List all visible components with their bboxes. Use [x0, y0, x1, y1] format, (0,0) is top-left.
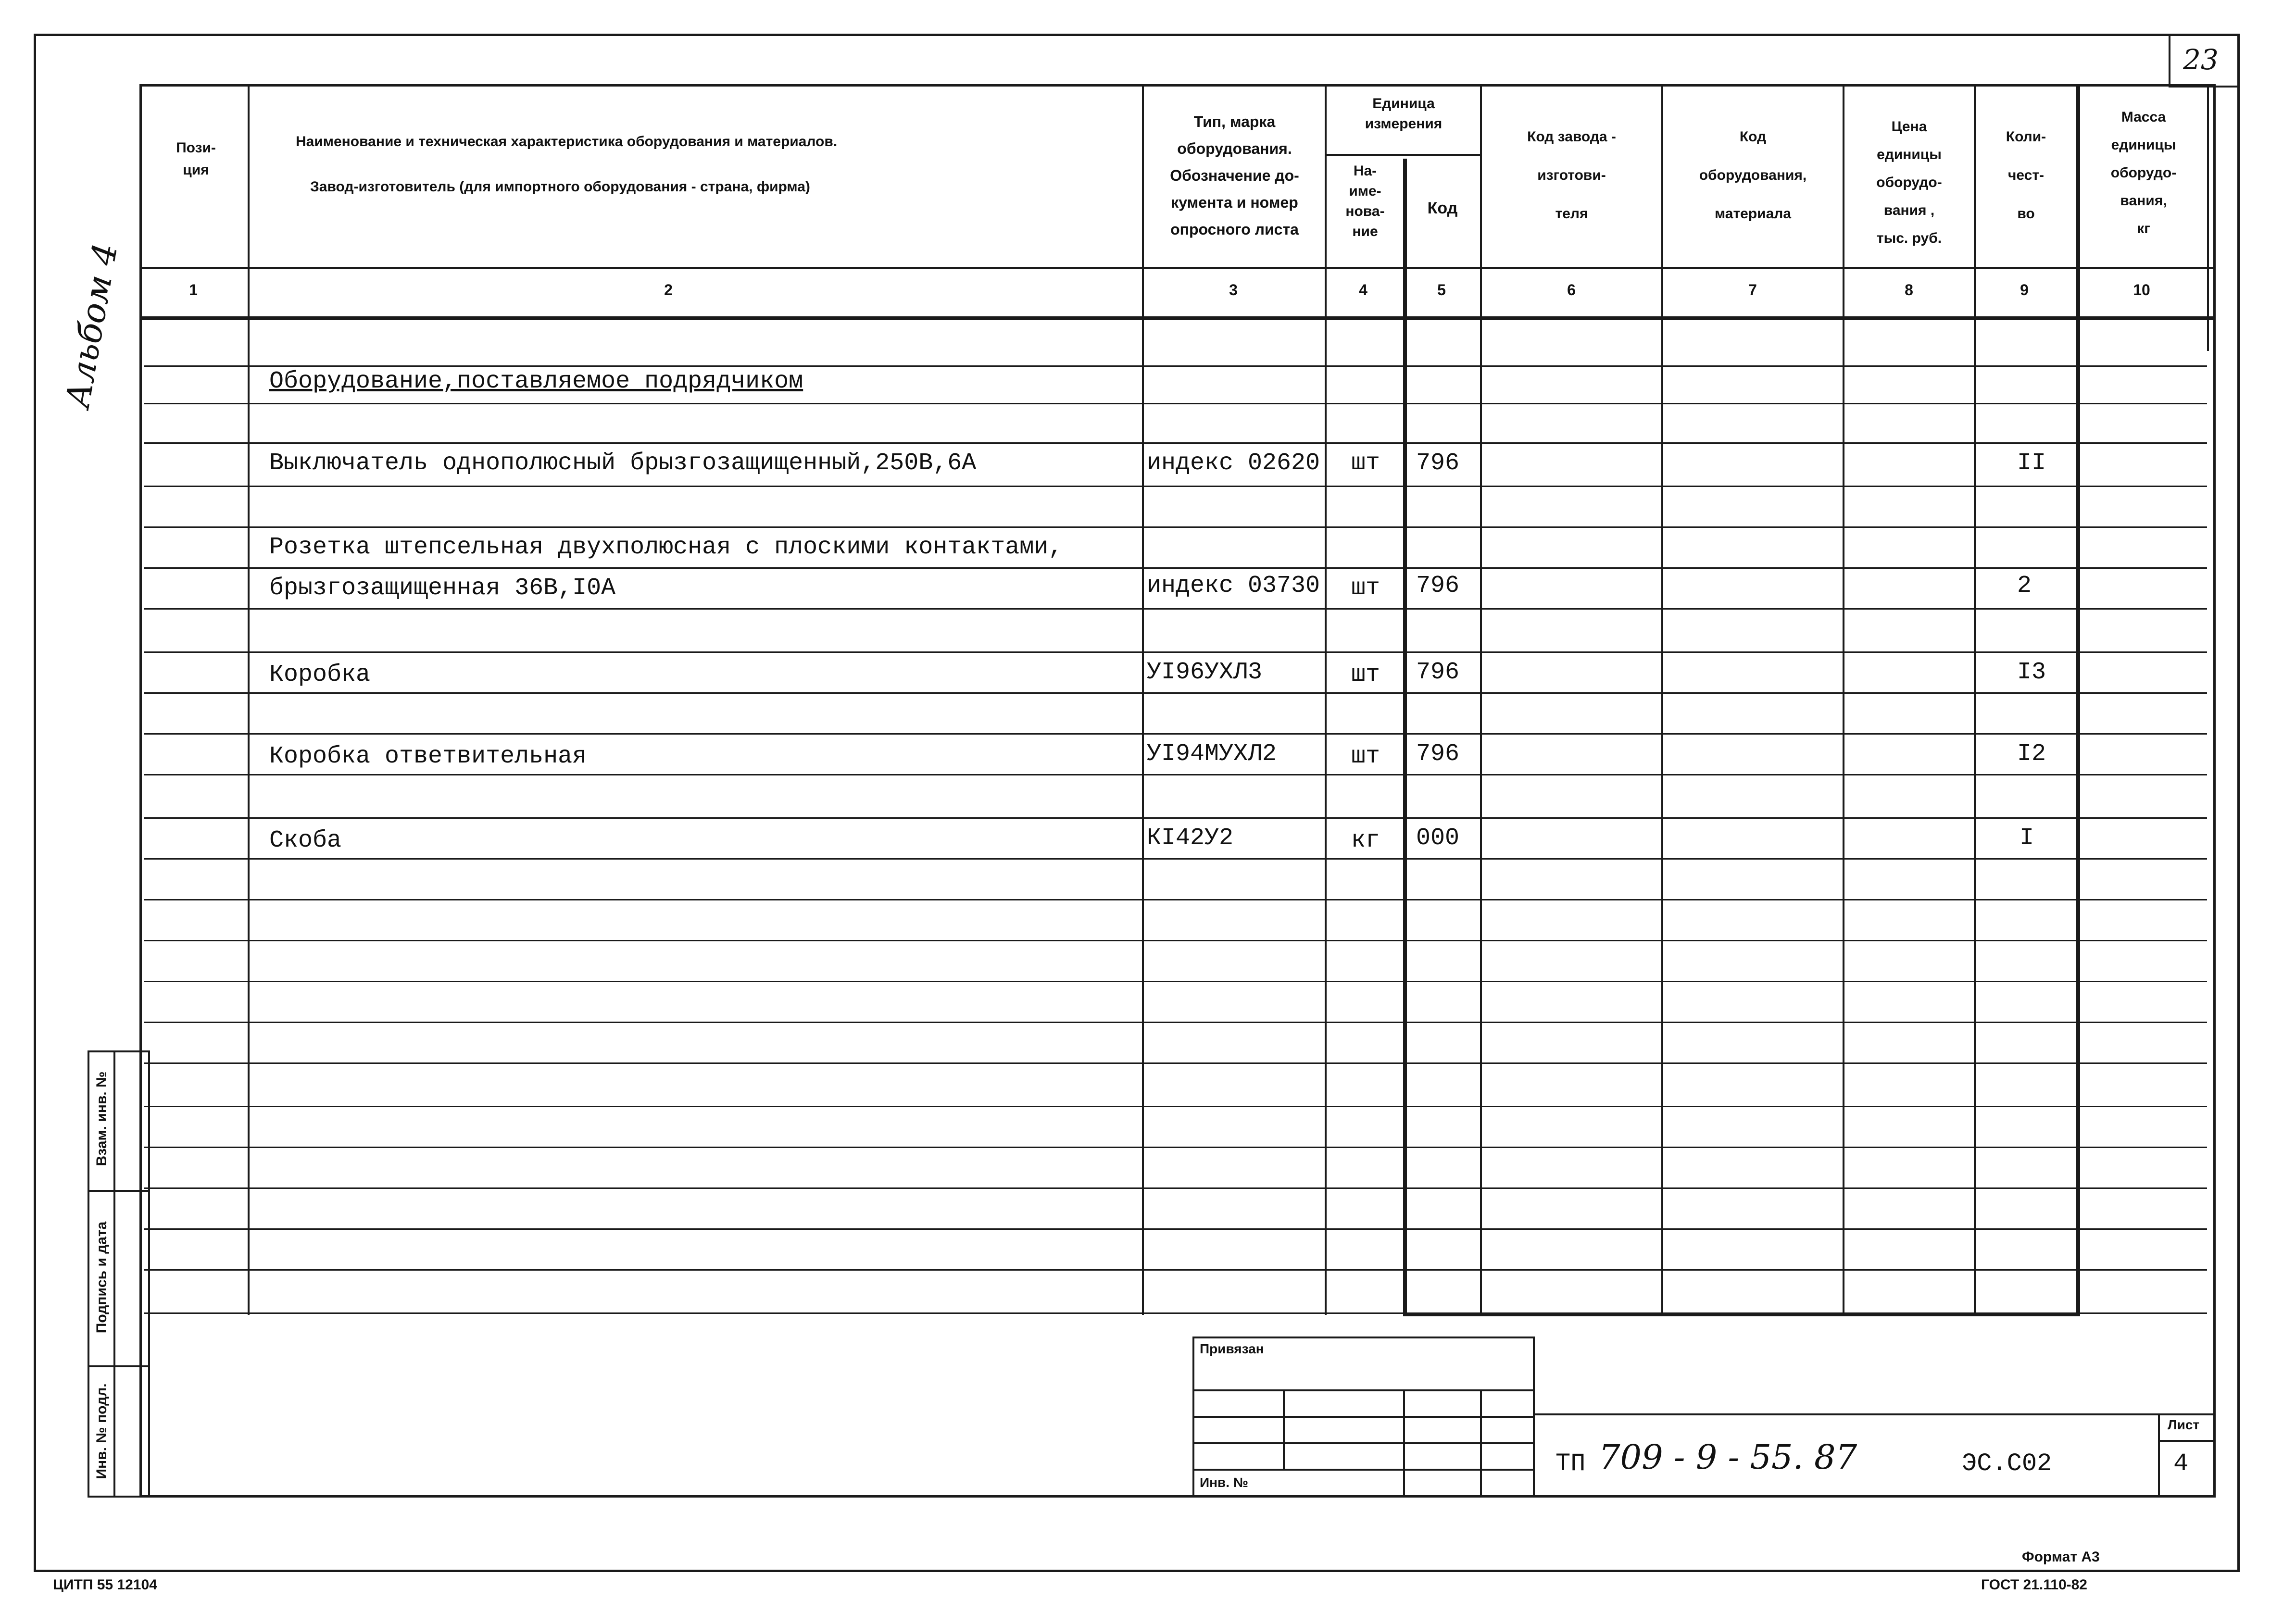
colnum-8: 8 — [1905, 281, 1913, 299]
row-line — [144, 817, 2207, 819]
row-line — [144, 940, 2207, 941]
row-line — [144, 403, 2207, 404]
row2-name: Розетка штепсельная двухполюсная с плоскими контактами, — [269, 534, 1063, 561]
inv-label: Инв. № — [1200, 1475, 1249, 1490]
colnum-6: 6 — [1567, 281, 1576, 299]
row1-unit: шт — [1351, 450, 1380, 477]
row-line — [144, 774, 2207, 775]
header-bottom-line — [139, 267, 2216, 269]
row-line — [144, 365, 2207, 367]
stamp-col-a — [1283, 1389, 1285, 1469]
row5-code: 796 — [1416, 740, 1460, 768]
sheet-box-divider — [2158, 1440, 2216, 1442]
colnum-4: 4 — [1359, 281, 1367, 299]
row3-unit: шт — [1351, 575, 1380, 602]
header-col2-line2: Завод-изготовитель (для импортного оборудования - страна, фирма) — [310, 179, 810, 195]
footer-left: ЦИТП 55 12104 — [53, 1577, 157, 1593]
header-col3: Тип, марка оборудования. Обозначение до- кумента и номер опросного листа — [1170, 113, 1299, 238]
sheet-number: 4 — [2173, 1449, 2189, 1478]
col-line-10 — [2207, 84, 2209, 351]
colnum-bottom-line — [139, 316, 2216, 320]
row6-code: 000 — [1416, 824, 1460, 852]
row-line — [144, 858, 2207, 860]
col-line-4 — [1403, 159, 1407, 1315]
col-line-9 — [2076, 84, 2080, 1315]
header-col8: Цена единицы оборудо- вания , тыс. руб. — [1876, 119, 1942, 246]
header-col45: Единица измерения — [1365, 96, 1443, 132]
row-line — [144, 1312, 2207, 1314]
row-line — [144, 1269, 2207, 1271]
bound-label: Привязан — [1200, 1341, 1264, 1356]
colnum-9: 9 — [2020, 281, 2029, 299]
header-col7: Код оборудования, материала — [1699, 129, 1807, 222]
row-line — [144, 526, 2207, 528]
row-line — [144, 651, 2207, 653]
row-line — [144, 442, 2207, 444]
colnum-3: 3 — [1229, 281, 1238, 299]
corner-page-number: 23 — [2183, 43, 2219, 76]
header-col9: Коли- чест- во — [2006, 129, 2046, 222]
col-line-3 — [1325, 84, 1327, 1315]
row3-code: 796 — [1416, 572, 1460, 600]
album-note: Альбом 4 — [58, 240, 125, 411]
side-fields-divider — [113, 1050, 115, 1498]
colnum-1: 1 — [189, 281, 198, 299]
header-col5: Код — [1427, 199, 1458, 217]
row1-type: индекс 02620 — [1147, 450, 1320, 477]
header-col4: На- име- нова- ние — [1345, 163, 1385, 239]
row3-qty: 2 — [2017, 572, 2032, 600]
row4-type: УI96УХЛ3 — [1147, 659, 1263, 686]
colnum-10: 10 — [2133, 281, 2150, 299]
row1-qty: II — [2017, 450, 2046, 477]
footer-format: Формат А3 — [2022, 1549, 2100, 1565]
colnum-5: 5 — [1437, 281, 1446, 299]
row-line — [144, 1187, 2207, 1189]
sheet-label: Лист — [2168, 1417, 2200, 1432]
col-line-8 — [1974, 84, 1976, 1315]
col-line-7 — [1843, 84, 1844, 1315]
col-line-6 — [1661, 84, 1663, 1315]
row1-code: 796 — [1416, 450, 1460, 477]
row6-unit: кг — [1351, 827, 1380, 854]
header-col10: Масса единицы оборудо- вания, кг — [2110, 109, 2177, 237]
row1-name: Выключатель однополюсный брызгозащищенный,250В,6А — [269, 450, 977, 477]
row4-name: Коробка — [269, 661, 371, 688]
header-col2-line1: Наименование и техническая характеристика оборудования и материалов. — [296, 134, 838, 150]
row3-type: индекс 03730 — [1147, 572, 1320, 600]
row4-qty: I3 — [2017, 659, 2046, 686]
col-line-1 — [248, 84, 250, 1315]
row-line — [144, 733, 2207, 735]
row-line — [144, 1228, 2207, 1230]
row-line — [144, 1106, 2207, 1107]
stamp-line-d — [1192, 1469, 1535, 1471]
row-line — [144, 899, 2207, 900]
col-line-5 — [1480, 84, 1482, 1315]
stamp-col-b — [1403, 1389, 1405, 1498]
doc-number: 709 - 9 - 55. 87 — [1599, 1437, 1857, 1477]
row-line — [144, 486, 2207, 487]
side-field-inv-original: Инв. № подл. — [94, 1383, 110, 1479]
row4-code: 796 — [1416, 659, 1460, 686]
row-line — [144, 567, 2207, 569]
side-field-signature-date: Подпись и дата — [94, 1221, 110, 1334]
colnum-2: 2 — [664, 281, 673, 299]
doc-stamp-top — [1535, 1413, 2216, 1415]
stamp-col-c — [1480, 1389, 1482, 1498]
unit-split-line — [1325, 154, 1480, 156]
row-line — [144, 1147, 2207, 1148]
row-line — [144, 692, 2207, 694]
row6-type: КI42У2 — [1147, 824, 1234, 852]
side-field-replace-inv: Взам. инв. № — [94, 1071, 110, 1166]
row4-unit: шт — [1351, 661, 1380, 688]
header-col6: Код завода - изготови- теля — [1527, 129, 1616, 222]
row3-name: брызгозащищенная 36В,I0А — [269, 575, 616, 602]
row-section-title: Оборудование,поставляемое подрядчиком — [269, 368, 803, 395]
doc-prefix: ТП — [1555, 1449, 1586, 1478]
row-line — [144, 1022, 2207, 1023]
stamp-line-a — [1192, 1389, 1535, 1391]
row-line — [144, 1062, 2207, 1064]
header-col1: Пози- ция — [176, 140, 216, 178]
col-line-2 — [1142, 84, 1144, 1315]
row-line — [144, 981, 2207, 982]
row6-qty: I — [2020, 824, 2034, 852]
row6-name: Скоба — [269, 827, 342, 854]
colnum-7: 7 — [1748, 281, 1757, 299]
stamp-line-b — [1192, 1416, 1535, 1418]
row-line — [144, 608, 2207, 610]
row5-type: УI94МУХЛ2 — [1147, 740, 1277, 768]
footer-gost: ГОСТ 21.110-82 — [1981, 1577, 2087, 1593]
row5-unit: шт — [1351, 743, 1380, 770]
stamp-line-c — [1192, 1442, 1535, 1444]
row5-name: Коробка ответвительная — [269, 743, 587, 770]
doc-code: ЭС.С02 — [1962, 1449, 2052, 1478]
row5-qty: I2 — [2017, 740, 2046, 768]
